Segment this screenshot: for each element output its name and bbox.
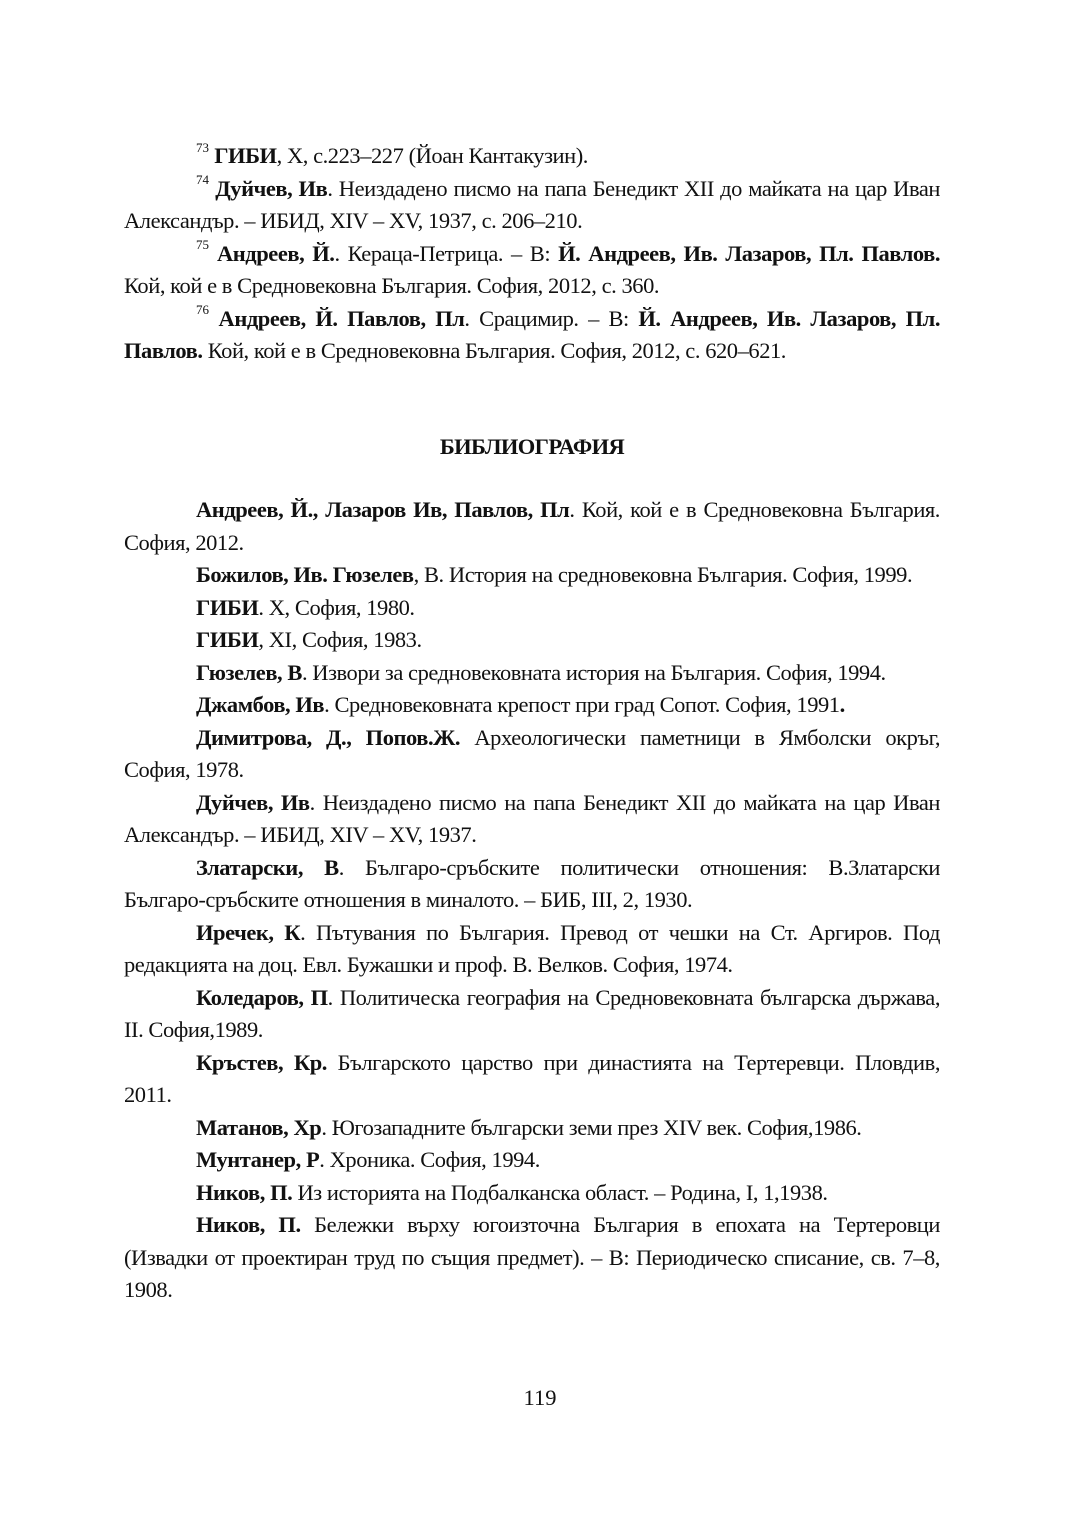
bibliography-list (124, 494, 940, 1307)
bold-text: Кръстев, Кр. (196, 1049, 327, 1075)
text: . Българо-сръбските политически отношения: В.Златарски Българо-сръбските отношения в миналото. – БИБ, III, 2, 1930. (124, 854, 940, 912)
page-body (124, 140, 940, 1307)
footnote (124, 173, 940, 238)
text: Кой, кой е в Средновековна България. София, 2012, с. 360. (124, 273, 660, 298)
text: . Хроника. София, 1994. (319, 1147, 540, 1172)
footnote-number: 76 (196, 302, 209, 317)
text: , XI, София, 1983. (258, 627, 422, 652)
bold-text: Дуйчев, Ив (215, 175, 328, 201)
bold-text: Андреев, Й. Павлов, Пл (218, 305, 465, 331)
footnote (124, 140, 940, 173)
text: . Неиздадено писмо на папа Бенедикт XII до майката на цар Иван Александър. – ИБИД, XIV – XV, 1937, с. 206–210. (124, 175, 940, 233)
bibliography-entry (124, 787, 940, 852)
footnote-number: 73 (196, 139, 209, 155)
bibliography-entry (124, 624, 940, 657)
footnote (124, 238, 940, 303)
bibliography-entry (124, 917, 940, 982)
bibliography-entry (124, 852, 940, 917)
bibliography-entry (124, 689, 940, 722)
bold-text: Мунтанер, Р (196, 1147, 320, 1172)
text: Из историята на Подбалканска област. – Родина, I, 1,1938. (292, 1179, 828, 1205)
bold-text: Димитрова, Д., Попов.Ж. (196, 724, 461, 750)
bibliography-entry (124, 1209, 940, 1307)
bold-text: Ников, П. (196, 1212, 301, 1237)
footnotes-section (124, 140, 940, 368)
text: Кой, кой е в Средновековна България. София, 2012, с. 620–621. (202, 338, 786, 363)
text: . Пътувания по България. Превод от чешки на Ст. Аргиров. Под редакцията на доц. Евл. Бужашки и проф. В. Велков. София, 1974. (124, 919, 940, 977)
bold-text: Златарски, В (196, 854, 339, 880)
bold-text: Коледаров, П (196, 984, 328, 1010)
text: Бележки върху югоизточна България в епохата на Тертеровци (Извадки от проектиран труд по същия предмет). – В: Периодическо списание, св. 7–8, 1908. (124, 1212, 940, 1302)
text: Археологически паметници в Ямболски окръг, София, 1978. (124, 724, 940, 782)
bold-text: ГИБИ (196, 627, 259, 652)
bold-text: Иречек, К (196, 919, 301, 945)
bold-text: Й. Андреев, Ив. Лазаров, Пл. Павлов. (558, 240, 941, 266)
bibliography-entry (124, 1177, 940, 1210)
text: Българското царство при династията на Тертеревци. Пловдив, 2011. (124, 1049, 940, 1107)
bibliography-entry (124, 1047, 940, 1112)
text: . Средновековната крепост при град Сопот. София, 1991 (324, 692, 840, 717)
bold-text: Матанов, Хр (196, 1114, 322, 1140)
bold-text: Дуйчев, Ив (196, 789, 310, 815)
text: . Югозападните български земи през XIV век. София,1986. (321, 1114, 862, 1140)
bold-text: Андреев, Й., Лазаров Ив, Павлов, Пл (196, 497, 570, 522)
page-number: 119 (523, 1385, 557, 1410)
bold-text: Андреев, Й. (216, 240, 335, 266)
bold-text: Ников, П. (196, 1179, 293, 1205)
footnote-number: 74 (196, 172, 209, 187)
bold-text: . (839, 692, 845, 717)
bold-text: Й. Андреев, Ив. Лазаров, Пл. Павлов. (124, 305, 940, 363)
bibliography-entry (124, 494, 940, 559)
text: , Х, с.223–227 (Йоан Кантакузин). (276, 143, 588, 168)
bibliography-entry (124, 559, 940, 592)
bold-text: Джамбов, Ив (196, 692, 325, 717)
footnote (124, 303, 940, 368)
footnote-number: 75 (196, 237, 209, 252)
bibliography-entry (124, 657, 940, 690)
bibliography-entry (124, 592, 940, 625)
text: . Извори за средновековната история на България. София, 1994. (301, 659, 886, 685)
text: . Политическа география на Средновековната българска държава, II. София,1989. (124, 984, 940, 1042)
bold-text: ГИБИ (214, 143, 277, 168)
bibliography-entry (124, 1144, 940, 1177)
bibliography-entry (124, 722, 940, 787)
bold-text: Божилов, Ив. Гюзелев (196, 562, 414, 587)
bold-text: Гюзелев, В (196, 659, 302, 685)
text: . Кой, кой е в Средновековна България. София, 2012. (124, 497, 940, 555)
text: . Кераца-Петрица. – В: (334, 240, 559, 266)
bibliography-entry (124, 982, 940, 1047)
text: . Х, София, 1980. (258, 594, 415, 620)
bibliography-entry (124, 1112, 940, 1145)
text: . Неиздадено писмо на папа Бенедикт XII до майката на цар Иван Александър. – ИБИД, XIV – XV, 1937. (124, 789, 940, 847)
text: . Срацимир. – В: (464, 305, 639, 331)
bold-text: ГИБИ (196, 594, 259, 620)
bibliography-heading: БИБЛИОГРАФИЯ (439, 433, 625, 459)
text: , В. История на средновековна България. София, 1999. (413, 562, 913, 587)
